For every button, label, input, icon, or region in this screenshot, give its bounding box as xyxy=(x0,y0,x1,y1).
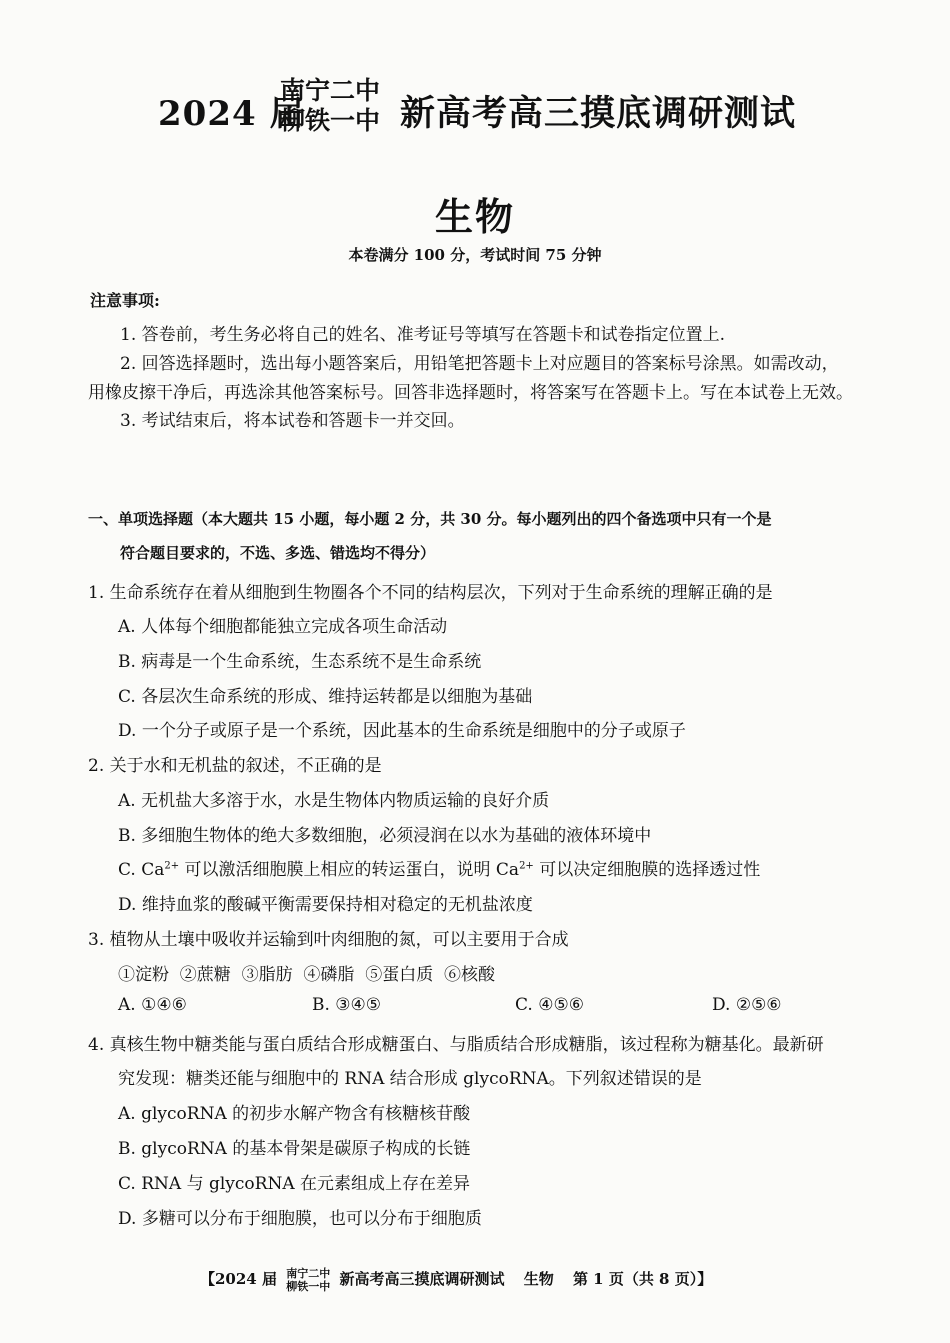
question-4-option-a: A. glycoRNA 的初步水解产物含有核糖核苷酸 xyxy=(118,1104,471,1124)
question-4-stem: 4. 真核生物中糖类能与蛋白质结合形成糖蛋白、与脂质结合形成糖脂，该过程称为糖基化。最新研 xyxy=(88,1035,824,1055)
question-4-stem-continued: 究发现：糖类还能与细胞中的 RNA 结合形成 glycoRNA。下列叙述错误的是 xyxy=(118,1069,702,1089)
question-3-stem: 3. 植物从土壤中吸收并运输到叶肉细胞的氮，可以主要用于合成 xyxy=(88,930,569,950)
question-1-option-a: A. 人体每个细胞都能独立完成各项生命活动 xyxy=(118,617,448,637)
question-1-stem: 1. 生命系统存在着从细胞到生物圈各个不同的结构层次，下列对于生命系统的理解正确的是 xyxy=(88,583,773,603)
footer-school-1: 南宁二中 xyxy=(286,1267,331,1280)
question-3-option-d: D. ②⑤⑥ xyxy=(712,995,782,1015)
option-text: C. Ca xyxy=(118,860,165,880)
section-heading: 一、单项选择题（本大题共 15 小题，每小题 2 分，共 30 分。每小题列出的四个备选项中只有一个是 xyxy=(88,510,772,528)
question-2-option-a: A. 无机盐大多溶于水，水是生物体内物质运输的良好介质 xyxy=(118,791,550,811)
school-names xyxy=(280,76,380,136)
notice-heading: 注意事项: xyxy=(90,291,160,310)
question-4-option-d: D. 多糖可以分布于细胞膜，也可以分布于细胞质 xyxy=(118,1209,482,1229)
notice-item: 2. 回答选择题时，选出每小题答案后，用铅笔把答题卡上对应题目的答案标号涂黑。如需改动， xyxy=(120,354,839,374)
subject-title: 生物 xyxy=(434,194,515,239)
school-name-1: 南宁二中 xyxy=(280,76,381,105)
exam-title: 新高考高三摸底调研测试 xyxy=(400,93,797,134)
section-heading-continued: 符合题目要求的，不选、多选、错选均不得分） xyxy=(120,544,436,562)
footer-title: 新高考高三摸底调研测试 xyxy=(339,1270,505,1288)
footer-subject: 生物 xyxy=(523,1270,554,1288)
notice-item-continued: 用橡皮擦干净后，再选涂其他答案标号。回答非选择题时，将答案写在答题卡上。写在本试卷上无效。 xyxy=(88,383,853,403)
question-1-option-b: B. 病毒是一个生命系统，生态系统不是生命系统 xyxy=(118,652,482,672)
page-footer xyxy=(200,1267,712,1293)
question-2-option-b: B. 多细胞生物体的绝大多数细胞，必须浸润在以水为基础的液体环境中 xyxy=(118,826,652,846)
school-name-2: 柳铁一中 xyxy=(280,106,381,135)
superscript-charge: 2+ xyxy=(164,860,180,872)
footer-school-2: 柳铁一中 xyxy=(286,1280,331,1293)
notice-item: 1. 答卷前，考生务必将自己的姓名、准考证号等填写在答题卡和试卷指定位置上. xyxy=(120,325,726,345)
exam-year: 2024 届 xyxy=(158,94,305,134)
option-text: 可以决定细胞膜的选择透过性 xyxy=(533,860,761,880)
question-3-option-c: C. ④⑤⑥ xyxy=(515,995,584,1015)
question-3-items: ①淀粉 ②蔗糖 ③脂肪 ④磷脂 ⑤蛋白质 ⑥核酸 xyxy=(118,965,496,985)
footer-schools xyxy=(286,1267,330,1293)
question-1-option-c: C. 各层次生命系统的形成、维持运转都是以细胞为基础 xyxy=(118,687,533,707)
question-3-option-b: B. ③④⑤ xyxy=(312,995,382,1015)
question-2-option-d: D. 维持血浆的酸碱平衡需要保持相对稳定的无机盐浓度 xyxy=(118,895,533,915)
footer-page-number: 第 1 页（共 8 页）】 xyxy=(572,1270,713,1288)
exam-info: 本卷满分 100 分，考试时间 75 分钟 xyxy=(348,246,602,264)
notice-item: 3. 考试结束后，将本试卷和答题卡一并交回。 xyxy=(120,411,465,431)
question-4-option-b: B. glycoRNA 的基本骨架是碳原子构成的长链 xyxy=(118,1139,471,1159)
option-text: 可以激活细胞膜上相应的转运蛋白，说明 Ca xyxy=(179,860,520,880)
question-4-option-c: C. RNA 与 glycoRNA 在元素组成上存在差异 xyxy=(118,1174,471,1194)
question-1-option-d: D. 一个分子或原子是一个系统，因此基本的生命系统是细胞中的分子或原子 xyxy=(118,721,686,741)
superscript-charge: 2+ xyxy=(519,860,534,872)
question-3-option-a: A. ①④⑥ xyxy=(118,995,187,1015)
question-2-option-c xyxy=(118,855,760,880)
footer-year: 【2024 届 xyxy=(200,1270,277,1288)
question-2-stem: 2. 关于水和无机盐的叙述，不正确的是 xyxy=(88,756,382,776)
